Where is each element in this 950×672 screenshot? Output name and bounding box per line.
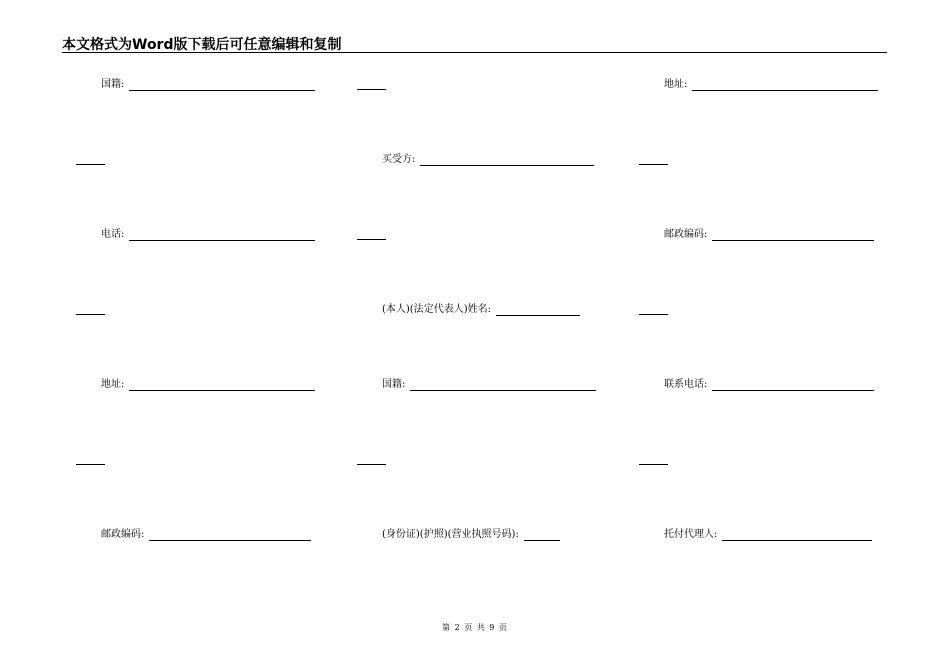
blank-line[interactable] (357, 464, 386, 465)
label-postcode-1: 邮政编码: (664, 229, 708, 240)
label-agent: 托付代理人: (664, 529, 718, 540)
label-representative-name: (本人)(法定代表人)姓名: (382, 304, 491, 315)
field-postcode-1 (664, 229, 874, 241)
input-line-agent[interactable] (722, 531, 872, 541)
field-agent (664, 529, 872, 541)
input-line-address-1[interactable] (692, 81, 878, 91)
input-line-representative-name[interactable] (496, 306, 580, 316)
field-representative-name (382, 304, 580, 316)
blank-line[interactable] (357, 239, 386, 240)
label-address-1: 地址: (664, 79, 688, 90)
field-address-1 (664, 79, 878, 91)
header-title: 本文格式为Word版下载后可任意编辑和复制 (62, 37, 342, 53)
blank-line[interactable] (357, 89, 386, 90)
field-phone (101, 229, 315, 241)
label-address-2: 地址: (101, 379, 125, 390)
input-line-postcode-2[interactable] (149, 531, 311, 541)
input-line-buyer[interactable] (420, 156, 594, 166)
label-nationality-2: 国籍: (382, 379, 406, 390)
label-id-numbers: (身份证)(护照)(营业执照号码): (382, 529, 519, 540)
input-line-nationality-1[interactable] (129, 81, 315, 91)
input-line-postcode-1[interactable] (712, 231, 874, 241)
input-line-nationality-2[interactable] (410, 381, 596, 391)
label-postcode-2: 邮政编码: (101, 529, 145, 540)
input-line-contact-phone[interactable] (712, 381, 874, 391)
input-line-phone[interactable] (129, 231, 315, 241)
input-line-id-numbers[interactable] (524, 531, 560, 541)
header-rule (62, 52, 887, 53)
blank-line[interactable] (639, 464, 668, 465)
field-address-2 (101, 379, 315, 391)
label-phone: 电话: (101, 229, 125, 240)
label-nationality-1: 国籍: (101, 79, 125, 90)
field-nationality-1 (101, 79, 315, 91)
field-nationality-2 (382, 379, 596, 391)
blank-line[interactable] (639, 164, 668, 165)
input-line-address-2[interactable] (129, 381, 315, 391)
blank-line[interactable] (76, 464, 105, 465)
page-number: 第 2 页 共 9 页 (442, 623, 508, 632)
blank-line[interactable] (76, 164, 105, 165)
field-postcode-2 (101, 529, 311, 541)
label-buyer: 买受方: (382, 154, 416, 165)
blank-line[interactable] (639, 314, 668, 315)
label-contact-phone: 联系电话: (664, 379, 708, 390)
field-buyer (382, 154, 594, 166)
field-id-numbers (382, 529, 560, 541)
field-contact-phone (664, 379, 874, 391)
blank-line[interactable] (76, 314, 105, 315)
